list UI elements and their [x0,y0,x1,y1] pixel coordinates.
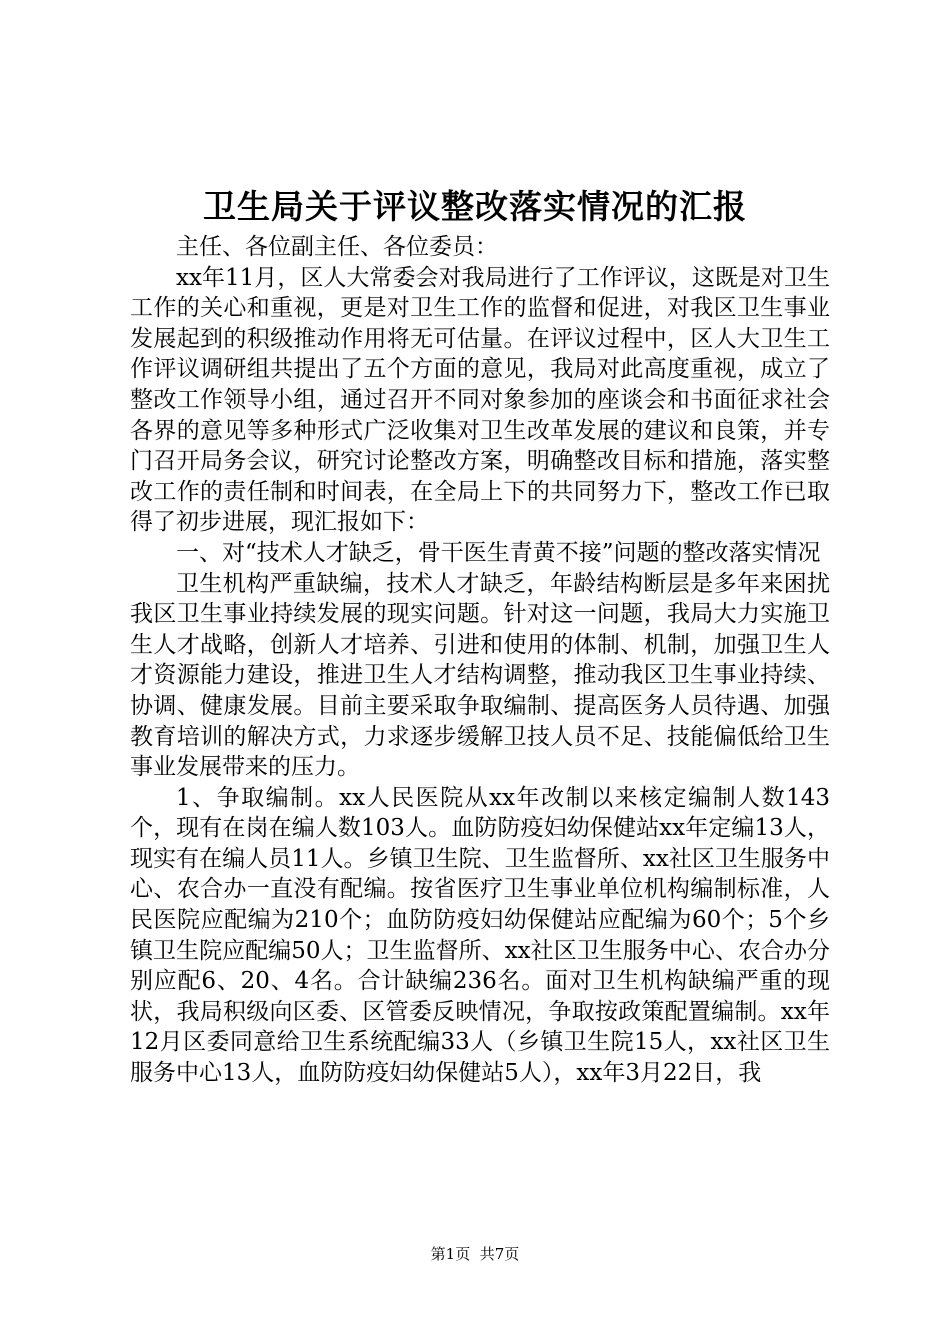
item-paragraph: 1、争取编制。xx人民医院从xx年改制以来核定编制人数143个，现有在岗在编人数103人。血防防疫妇幼保健站xx年定编13人，现实有在编人员11人。乡镇卫生院、卫生监督所、xx社区卫生服务中心、农合办一直没有配编。按省医疗卫生事业单位机构编制标准，人民医院应配编为210个；血防防疫妇幼保健站应配编为60个；5个乡镇卫生院应配编50人；卫生监督所、xx社区卫生服务中心、农合办分别应配6、20、4名。合计缺编236名。面对卫生机构缺编严重的现状，我局积级向区委、区管委反映情况，争取按政策配置编制。xx年12月区委同意给卫生系统配编33人（乡镇卫生院15人，xx社区卫生服务中心13人，血防防疫妇幼保健站5人），xx年3月22日，我 [130,784,830,1087]
section-paragraph: 卫生机构严重缺编，技术人才缺乏，年龄结构断层是多年来困扰我区卫生事业持续发展的现实问题。针对这一问题，我局大力实施卫生人才战略，创新人才培养、引进和使用的体制、机制，加强卫生人才资源能力建设，推进卫生人才结构调整，推动我区卫生事业持续、协调、健康发展。目前主要采取争取编制、提高医务人员待遇、加强教育培训的解决方式，力求逐步缓解卫技人员不足、技能偏低给卫生事业发展带来的压力。 [130,570,830,781]
intro-paragraph: xx年11月，区人大常委会对我局进行了工作评议，这既是对卫生工作的关心和重视，更是对卫生工作的监督和促进，对我区卫生事业发展起到的积级推动作用将无可估量。在评议过程中，区人大卫生工作评议调研组共提出了五个方面的意见，我局对此高度重视，成立了整改工作领导小组，通过召开不同对象参加的座谈会和书面征求社会各界的意见等多种形式广泛收集对卫生改革发展的建议和良策，并专门召开局务会议，研究讨论整改方案，明确整改目标和措施，落实整改工作的责任制和时间表，在全局上下的共同努力下，整改工作已取得了初步进展，现汇报如下： [130,264,830,536]
document-body [130,232,830,1089]
document-title: 卫生局关于评议整改落实情况的汇报 [203,187,747,226]
page-total: 共7页 [479,1245,520,1263]
salutation-paragraph: 主任、各位副主任、各位委员： [176,234,498,260]
section-heading: 一、对“技术人才缺乏，骨干医生青黄不接”问题的整改落实情况 [176,539,821,566]
page-footer [0,1243,950,1265]
page-number: 第1页 [430,1245,471,1263]
